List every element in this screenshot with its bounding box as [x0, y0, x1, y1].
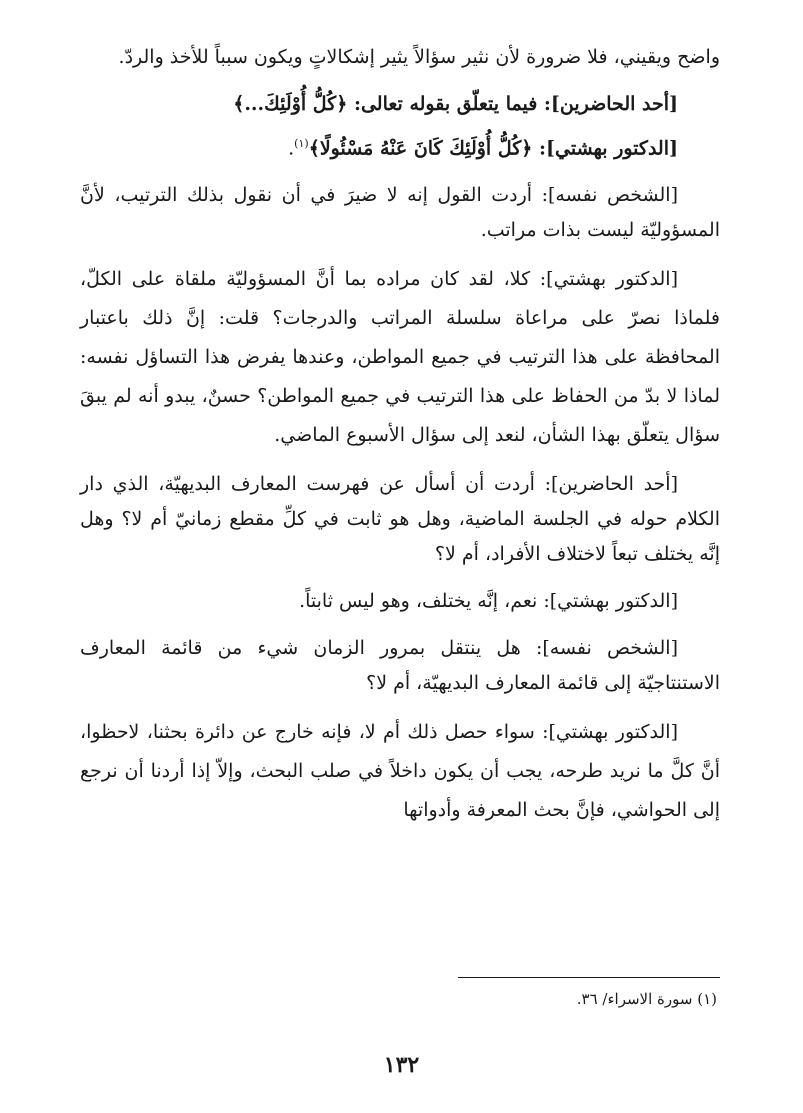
verse-period: . [288, 137, 295, 160]
paragraph-7: [الدكتور بهشتي]: نعم، إنَّه يختلف، وهو ليس ثابتاً. [299, 590, 678, 613]
paragraph-6: [أحد الحاضرين]: أردت أن أسأل عن فهرست المعارف البديهيّة، الذي دار الكلام حوله في الجلسة الماضية، وهل هو ثابت في كلِّ مقطع زمانيّ أم لا؟ وهل إنَّه يختلف تبعاً لاختلاف الأفراد، أم لا؟ [80, 473, 720, 566]
paragraph-8: [الشخص نفسه]: هل ينتقل بمرور الزمان شيء من قائمة المعارف الاستنتاجيّة إلى قائمة المعارف البديهيّة، أم لا؟ [80, 637, 720, 695]
page-body [80, 40, 720, 830]
paragraph-3 [80, 126, 720, 166]
paragraph-9: [الدكتور بهشتي]: سواء حصل ذلك أم لا، فإنه خارج عن دائرة بحثنا، لاحظوا، أنَّ كلَّ ما نريد طرحه، يجب أن يكون داخلاً في صلب البحث، وإلاّ إذا أردنا أن نرجع إلى الحواشي، فإنَّ بحث المعرفة وأدواتها [80, 721, 720, 822]
page-number: ١٣٢ [383, 1052, 420, 1078]
footnote: (١) سورة الاسراء/ ٣٦. [576, 990, 717, 1008]
quran-verse-full: [الدكتور بهشتي]: ﴿كُلُّ أُوْلَئِكَ كَانَ عَنْهُ مَسْئُولًا﴾ [308, 137, 678, 160]
paragraph-4: [الشخص نفسه]: أردت القول إنه لا ضيرَ في أن نقول بذلك الترتيب، لأنَّ المسؤوليّة ليست بذات مراتب. [80, 184, 720, 242]
paragraph-1: واضح ويقيني، فلا ضرورة لأن نثير سؤالاً يثير إشكالاتٍ ويكون سبباً للأخذ والردّ. [118, 46, 720, 68]
paragraph-5: [الدكتور بهشتي]: كلا، لقد كان مراده بما أنَّ المسؤوليّة ملقاة على الكلّ، فلماذا نصرّ على مراعاة سلسلة المراتب والدرجات؟ قلت: إنَّ ذلك باعتبار المحافظة على هذا الترتيب في جميع المواطن، وعندها يفرض هذا التساؤل نفسه: لماذا لا بدّ من الحفاظ على هذا الترتيب في جميع المواطن؟ حسنٌ، يبدو أنه لم يبقَ سؤال يتعلّق بهذا الشأن، لنعد إلى سؤال الأسبوع الماضي. [80, 268, 720, 447]
quran-verse-partial: [أحد الحاضرين]: فيما يتعلّق بقوله تعالى: ﴿كُلُّ أُوْلَئِكَ...﴾ [233, 93, 678, 115]
paragraph-2 [80, 87, 720, 122]
footnote-marker: (١) [294, 137, 309, 150]
footnote-divider [458, 977, 720, 978]
